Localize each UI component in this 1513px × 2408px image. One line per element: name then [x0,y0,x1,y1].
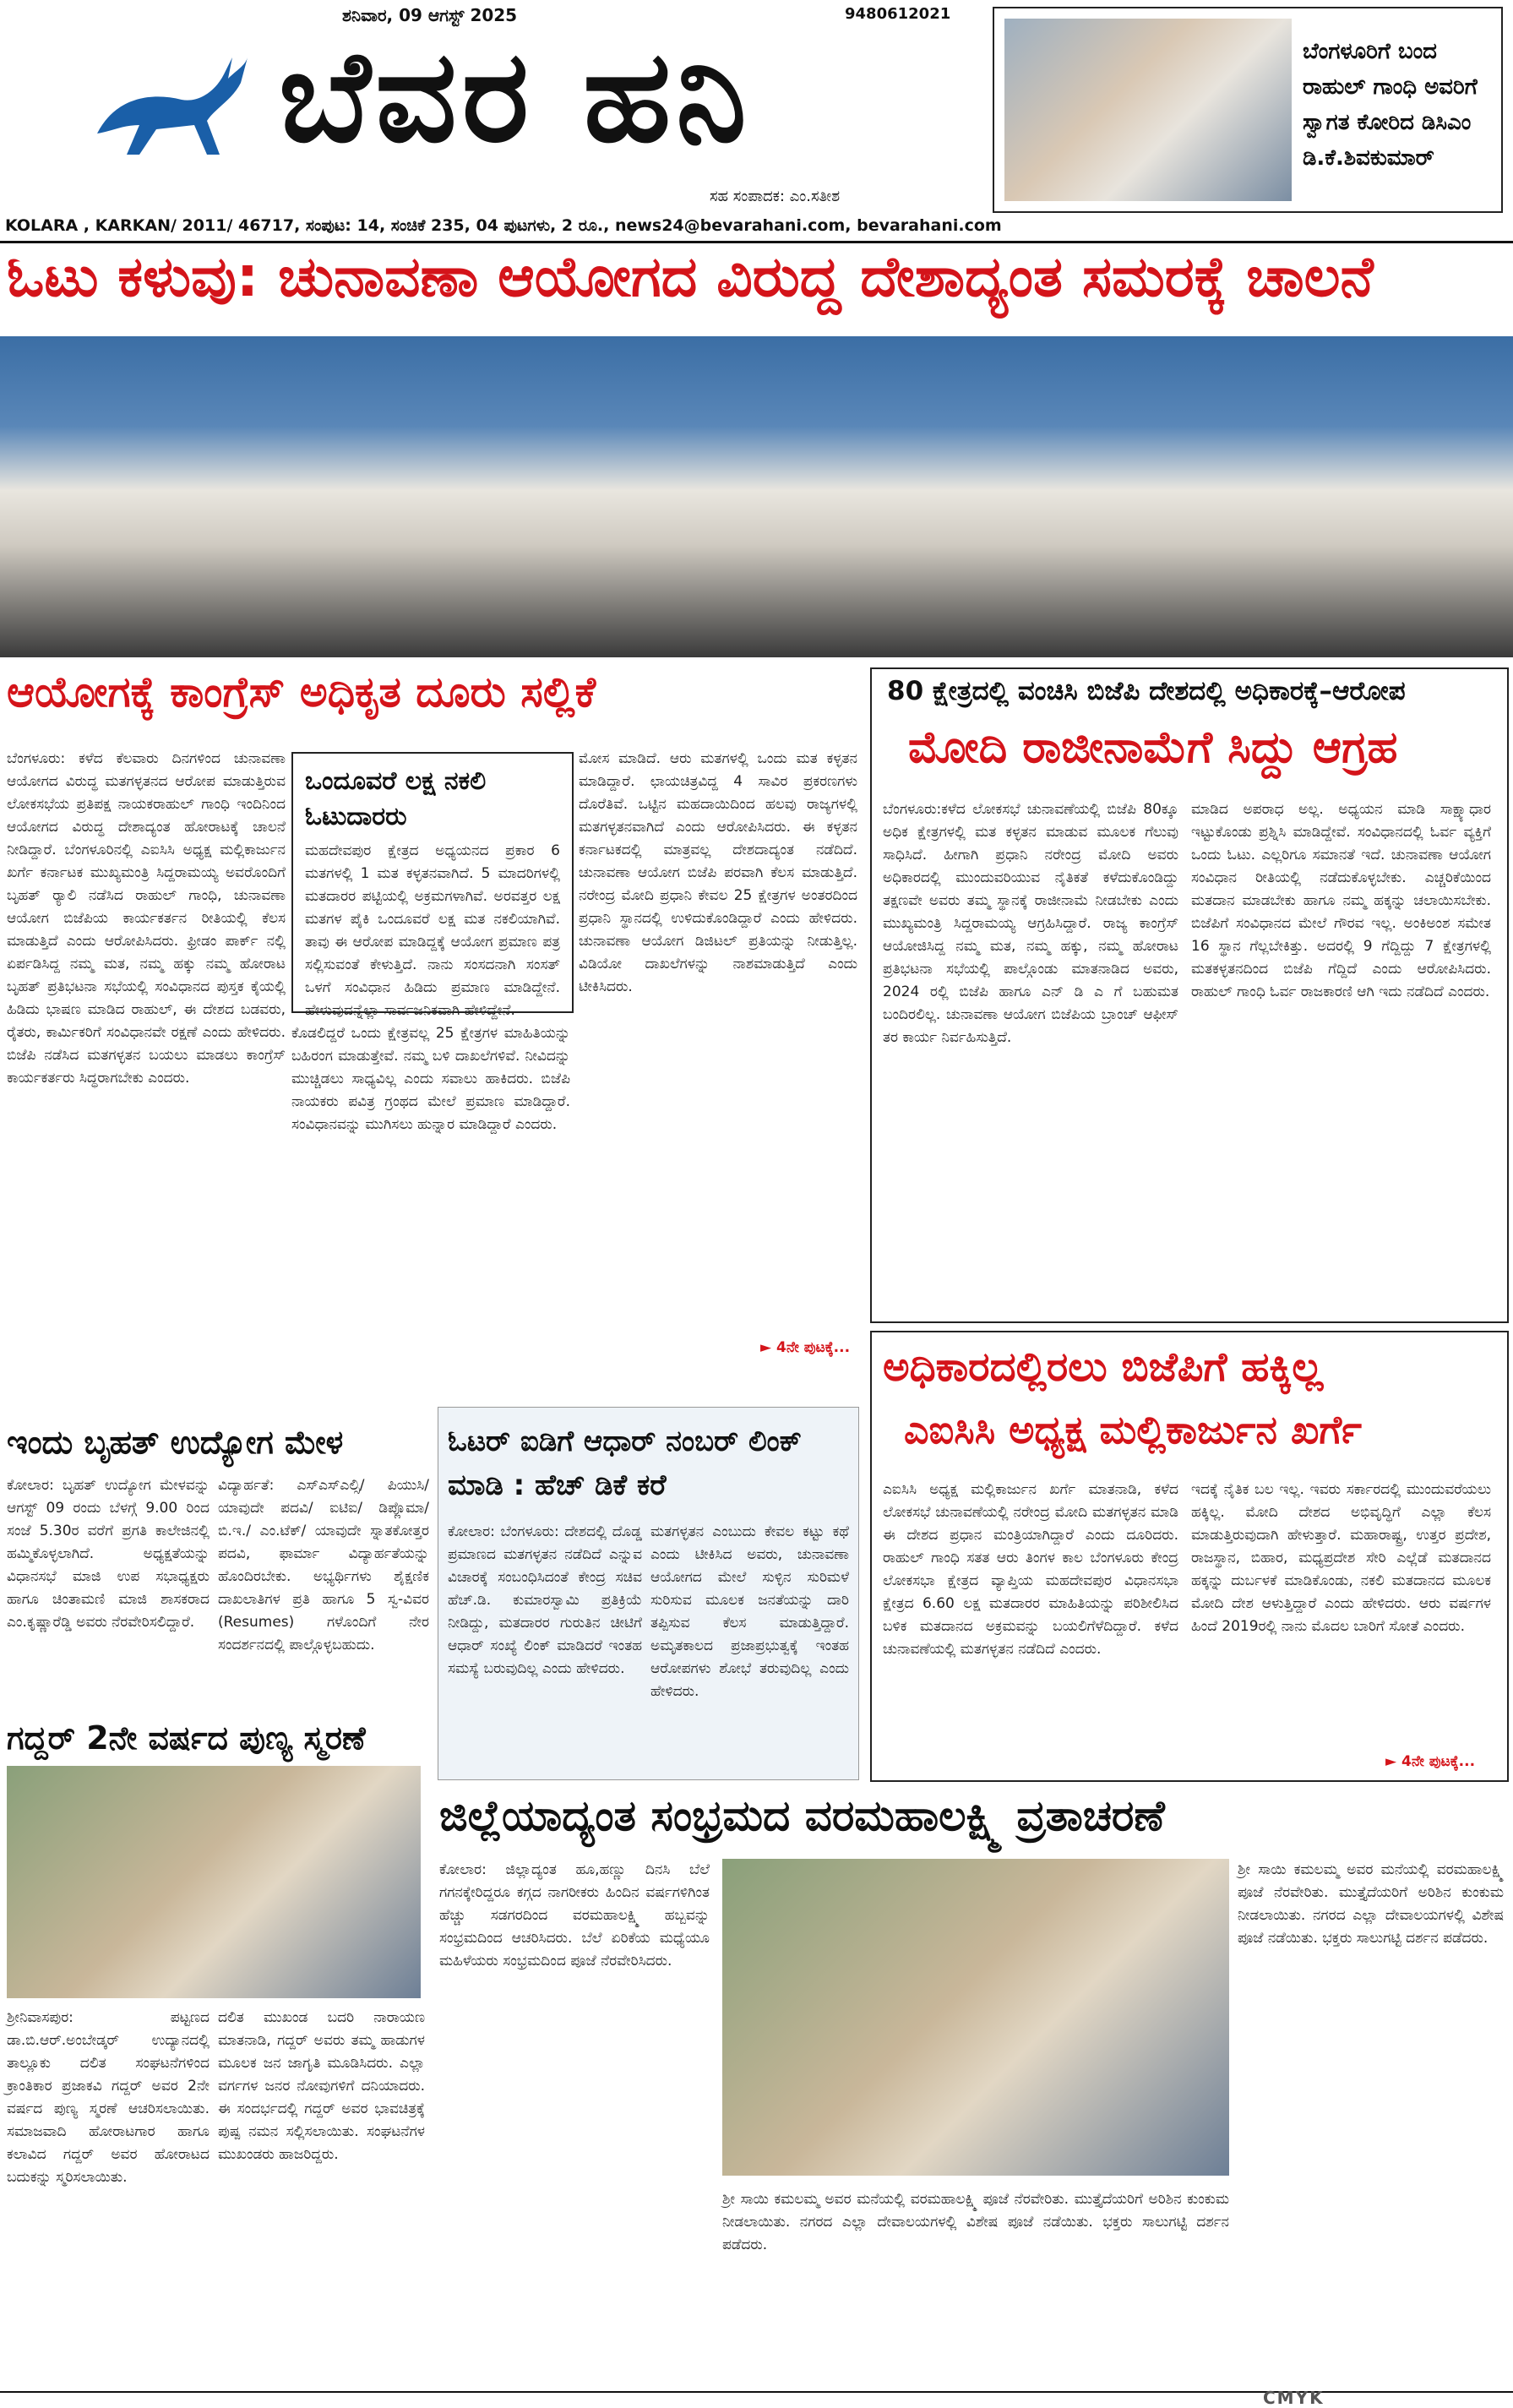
issue-date: ಶನಿವಾರ, 09 ಆಗಸ್ಟ್ 2025 [342,5,518,25]
lead-photo [0,336,1513,657]
story6-headline[interactable]: ಗದ್ದರ್ 2ನೇ ವರ್ಷದ ಪುಣ್ಯ ಸ್ಮರಣೆ [7,1719,366,1757]
story1-col3: ಮೋಸ ಮಾಡಿದೆ. ಆರು ಮತಗಳಲ್ಲಿ ಒಂದು ಮತ ಕಳ್ಳತನ ಮಾಡಿದ್ದಾರೆ. ಛಾಯಚಿತ್ರವಿದ್ದ 4 ಸಾವಿರ ಪ್ರಕರಣಗಳು ದೊರೆತಿವೆ. ಒಟ್ಟಿನ ಮಹದಾಯಿದಿಂದ ಹಲವು ರಾಜ್ಯಗಳಲ್ಲಿ ಮತಗಳ್ಳತನವಾಗಿದೆ ಎಂದು ಆರೋಪಿಸಿದರು. ಈ ಕಳ್ಳತನ ಕರ್ನಾಟಕದಲ್ಲಿ ಮಾತ್ರವಲ್ಲ ದೇಶದಾದ್ಯಂತ ನಡೆದಿದೆ. ಚುನಾವಣಾ ಆಯೋಗ ಬಿಜೆಪಿ ಪರವಾಗಿ ಕೆಲಸ ಮಾಡುತ್ತಿದೆ. ನರೇಂದ್ರ ಮೋದಿ ಪ್ರಧಾನಿ ಕೇವಲ 25 ಕ್ಷೇತ್ರಗಳ ಅಂತರದಿಂದ ಪ್ರಧಾನಿ ಸ್ಥಾನದಲ್ಲಿ ಉಳಿದುಕೊಂಡಿದ್ದಾರೆ ಎಂದು ಹೇಳಿದರು. ಚುನಾವಣಾ ಆಯೋಗ ಡಿಜಿಟಲ್ ಪ್ರತಿಯನ್ನು ನೀಡುತ್ತಿಲ್ಲ. ವಿಡಿಯೋ ದಾಖಲೆಗಳನ್ನು ನಾಶಮಾಡುತ್ತಿದೆ ಎಂದು ಟೀಕಿಸಿದರು. [579,750,857,995]
newspaper-title: ಬೆವರ ಹನಿ [279,24,752,171]
lead-headline[interactable]: ಓಟು ಕಳುವು: ಚುನಾವಣಾ ಆಯೋಗದ ವಿರುದ್ದ ದೇಶಾದ್ಯಂತ ಸಮರಕ್ಕೆ ಚಾಲನೆ [7,244,1374,309]
sidebar-title: ಒಂದೂವರೆ ಲಕ್ಷ ನಕಲಿ ಓಟುದಾರರು [305,766,487,831]
story2-kicker: 80 ಕ್ಷೇತ್ರದಲ್ಲಿ ವಂಚಿಸಿ ಬಿಜೆಪಿ ದೇಶದಲ್ಲಿ ಅಧಿಕಾರಕ್ಕೆ–ಆರೋಪ [887,676,1406,706]
sidebar-box [291,752,574,1019]
story4-headline[interactable]: ಇಂದು ಬೃಹತ್ ಉದ್ಯೋಗ ಮೇಳ [7,1424,344,1461]
story3-headline[interactable]: ಅಧಿಕಾರದಲ್ಲಿರಲು ಬಿಜೆಪಿಗೆ ಹಕ್ಕಿಲ್ಲ [883,1343,1324,1391]
story1-headline[interactable]: ಆಯೋಗಕ್ಕೆ ಕಾಂಗ್ರೆಸ್ ಅಧಿಕೃತ ದೂರು ಸಲ್ಲಿಕೆ [7,667,596,716]
divider [0,241,1513,243]
story1-col2: ಕೊಡಲಿದ್ದರೆ ಒಂದು ಕ್ಷೇತ್ರವಲ್ಲ 25 ಕ್ಷೇತ್ರಗಳ ಮಾಹಿತಿಯನ್ನು ಬಹಿರಂಗ ಮಾಡುತ್ತೇವೆ. ನಮ್ಮ ಬಳಿ ದಾಖಲೆಗಳಿವೆ. ನೀವಿದನ್ನು ಮುಚ್ಚಿಡಲು ಸಾಧ್ಯವಿಲ್ಲ ಎಂದು ಸವಾಲು ಹಾಕಿದರು. ಬಿಜೆಪಿ ನಾಯಕರು ಪವಿತ್ರ ಗ್ರಂಥದ ಮೇಲೆ ಪ್ರಮಾಣ ಮಾಡಿದ್ದಾರೆ. ಸಂವಿಧಾನವನ್ನು ಮುಗಿಸಲು ಹುನ್ನಾರ ಮಾಡಿದ್ದಾರೆ ಎಂದರು. [291,1025,570,1133]
story7-col3: ಶ್ರೀ ಸಾಯಿ ಕಮಲಮ್ಮ ಅವರ ಮನೆಯಲ್ಲಿ ವರಮಹಾಲಕ್ಷ್ಮಿ ಪೂಜೆ ನೆರವೇರಿತು. ಮುತ್ತೈದೆಯರಿಗೆ ಅರಿಶಿನ ಕುಂಕುಮ ನೀಡಲಾಯಿತು. ನಗರದ ಎಲ್ಲಾ ದೇವಾಲಯಗಳಲ್ಲಿ ವಿಶೇಷ ಪೂಜೆ ನಡೆಯಿತು. ಭಕ್ತರು ಸಾಲುಗಟ್ಟಿ ದರ್ಶನ ಪಡೆದರು. [1238,1861,1504,1947]
story4-col1: ಕೋಲಾರ: ಬೃಹತ್ ಉದ್ಯೋಗ ಮೇಳವನ್ನು ಆಗಸ್ಟ್ 09 ರಂದು ಬೆಳಗ್ಗೆ 9.00 ರಿಂದ ಸಂಜೆ 5.30ರ ವರೆಗೆ ಪ್ರಗತಿ ಕಾಲೇಜಿನಲ್ಲಿ ಹಮ್ಮಿಕೊಳ್ಳಲಾಗಿದೆ. ಅಧ್ಯಕ್ಷತೆಯನ್ನು ವಿಧಾನಸಭೆ ಮಾಜಿ ಉಪ ಸಭಾಧ್ಯಕ್ಷರು ಹಾಗೂ ಚಿಂತಾಮಣಿ ಮಾಜಿ ಶಾಸಕರಾದ ಎಂ.ಕೃಷ್ಣಾರೆಡ್ಡಿ ಅವರು ನೆರವೇರಿಸಲಿದ್ದಾರೆ. [7,1477,210,1631]
story7-photo [722,1859,1229,2176]
phone-number: 9480612021 [845,5,951,23]
story2-headline[interactable]: ಮೋದಿ ರಾಜೀನಾಮೆಗೆ ಸಿದ್ದು ಆಗ್ರಹ [908,722,1398,773]
story1-col1: ಬೆಂಗಳೂರು: ಕಳೆದ ಕೆಲವಾರು ದಿನಗಳಿಂದ ಚುನಾವಣಾ ಆಯೋಗದ ವಿರುದ್ಧ ಮತಗಳ್ಳತನದ ಆರೋಪ ಮಾಡುತ್ತಿರುವ ಲೋಕಸಭೆಯ ಪ್ರತಿಪಕ್ಷ ನಾಯಕರಾಹುಲ್ ಗಾಂಧಿ ಇಂದಿನಿಂದ ಆಯೋಗದ ವಿರುದ್ಧ ದೇಶಾದ್ಯಂತ ಹೋರಾಟಕ್ಕೆ ಚಾಲನೆ ನೀಡಿದ್ದಾರೆ. ಬೆಂಗಳೂರಿನಲ್ಲಿ ಎಐಸಿಸಿ ಅಧ್ಯಕ್ಷ ಮಲ್ಲಿಕಾರ್ಜುನ ಖರ್ಗೆ ಕರ್ನಾಟಕ ಮುಖ್ಯಮಂತ್ರಿ ಸಿದ್ದರಾಮಯ್ಯ ಅವರೊಂದಿಗೆ ಬೃಹತ್ ರ‍್ಯಾಲಿ ನಡೆಸಿದ ರಾಹುಲ್ ಗಾಂಧಿ, ಚುನಾವಣಾ ಆಯೋಗ ಬಿಜೆಪಿಯ ಕಾರ್ಯಕರ್ತನ ರೀತಿಯಲ್ಲಿ ಕೆಲಸ ಮಾಡುತ್ತಿದೆ ಎಂದು ಆರೋಪಿಸಿದರು. ಫ್ರೀಡಂ ಪಾರ್ಕ್ ನಲ್ಲಿ ಏರ್ಪಡಿಸಿದ್ದ ನಮ್ಮ ಮತ, ನಮ್ಮ ಹಕ್ಕು ನಮ್ಮ ಹೋರಾಟ ಬೃಹತ್ ಪ್ರತಿಭಟನಾ ಸಭೆಯಲ್ಲಿ ಸಂವಿಧಾನದ ಪುಸ್ತಕ ಕೈಯಲ್ಲಿ ಹಿಡಿದು ಭಾಷಣ ಮಾಡಿದ ರಾಹುಲ್, ಈ ದೇಶದ ಬಡವರು, ರೈತರು, ಕಾರ್ಮಿಕರಿಗೆ ಸಂವಿಧಾನವೇ ರಕ್ಷಣೆ ಎಂದು ಹೇಳಿದರು. ಬಿಜೆಪಿ ನಡೆಸಿದ ಮತಗಳ್ಳತನ ಬಯಲು ಮಾಡಲು ಕಾಂಗ್ರೆಸ್ ಕಾರ್ಯಕರ್ತರು ಸಿದ್ಧರಾಗಬೇಕು ಎಂದರು. [7,750,286,1087]
story2-col2: ಮಾಡಿದ ಅಪರಾಧ ಅಲ್ಲ. ಅಧ್ಯಯನ ಮಾಡಿ ಸಾಕ್ಷ್ಯಾಧಾರ ಇಟ್ಟುಕೊಂಡು ಪ್ರಶ್ನಿಸಿ ಮಾಡಿದ್ದೇವೆ. ಸಂವಿಧಾನದಲ್ಲಿ ಓರ್ವ ವ್ಯಕ್ತಿಗೆ ಒಂದು ಓಟು. ಎಲ್ಲರಿಗೂ ಸಮಾನತೆ ಇದೆ. ಚುನಾವಣಾ ಆಯೋಗ ಸಂವಿಧಾನ ರೀತಿಯಲ್ಲಿ ನಡೆದುಕೊಳ್ಳಬೇಕು. ಎಚ್ಚರಿಕೆಯಿಂದ ಮತದಾನ ಮಾಡಬೇಕು ಹಾಗೂ ನಮ್ಮ ಹಕ್ಕನ್ನು ಚಲಾಯಿಸಬೇಕು. ಬಿಜೆಪಿಗೆ ಸಂವಿಧಾನದ ಮೇಲೆ ಗೌರವ ಇಲ್ಲ. ಅಂಕಿಅಂಶ ಸಮೇತ 16 ಸ್ಥಾನ ಗೆಲ್ಲಬೇಕಿತ್ತು. ಅದರಲ್ಲಿ 9 ಗೆದ್ದಿದ್ದು 7 ಕ್ಷೇತ್ರಗಳಲ್ಲಿ ಮತಕಳ್ಳತನದಿಂದ ಬಿಜೆಪಿ ಗೆದ್ದಿದೆ ಎಂದು ಆರೋಪಿಸಿದರು. ರಾಹುಲ್ ಗಾಂಧಿ ಓರ್ವ ರಾಜಕಾರಣಿ ಆಗಿ ಇದು ನಡೆದಿದೆ ಎಂದರು. [1191,801,1491,1000]
story7-col1: ಕೋಲಾರ: ಜಿಲ್ಲಾದ್ಯಂತ ಹೂ,ಹಣ್ಣು ದಿನಸಿ ಬೆಲೆ ಗಗನಕ್ಕೇರಿದ್ದರೂ ಕಗ್ಗದ ನಾಗರೀಕರು ಹಿಂದಿನ ವರ್ಷಗಳಿಗಿಂತ ಹೆಚ್ಚು ಸಡಗರದಿಂದ ವರಮಹಾಲಕ್ಷ್ಮಿ ಹಬ್ಬವನ್ನು ಸಂಭ್ರಮದಿಂದ ಆಚರಿಸಿದರು. ಬೆಲೆ ಏರಿಕೆಯ ಮಧ್ಯೆಯೂ ಮಹಿಳೆಯರು ಸಂಭ್ರಮದಿಂದ ಪೂಜೆ ನೆರವೇರಿಸಿದರು. [439,1861,710,1969]
story7-col2: ಶ್ರೀ ಸಾಯಿ ಕಮಲಮ್ಮ ಅವರ ಮನೆಯಲ್ಲಿ ವರಮಹಾಲಕ್ಷ್ಮಿ ಪೂಜೆ ನೆರವೇರಿತು. ಮುತ್ತೈದೆಯರಿಗೆ ಅರಿಶಿನ ಕುಂಕುಮ ನೀಡಲಾಯಿತು. ನಗರದ ಎಲ್ಲಾ ದೇವಾಲಯಗಳಲ್ಲಿ ವಿಶೇಷ ಪೂಜೆ ನಡೆಯಿತು. ಭಕ್ತರು ಸಾಲುಗಟ್ಟಿ ದರ್ಶನ ಪಡೆದರು. [722,2191,1229,2253]
continued-link[interactable]: ► 4ನೇ ಪುಟಕ್ಕೆ... [760,1339,851,1356]
continued-link[interactable]: ► 4ನೇ ಪುಟಕ್ಕೆ... [1385,1753,1476,1770]
story6-col1: ಶ್ರೀನಿವಾಸಪುರ: ಪಟ್ಟಣದ ಡಾ.ಬಿ.ಆರ್.ಅಂಬೇಡ್ಕರ್ ಉದ್ಯಾನದಲ್ಲಿ ತಾಲ್ಲೂಕು ದಲಿತ ಸಂಘಟನೆಗಳಿಂದ ಕ್ರಾಂತಿಕಾರ ಪ್ರಜಾಕವಿ ಗದ್ದರ್ ಅವರ 2ನೇ ವರ್ಷದ ಪುಣ್ಯ ಸ್ಮರಣೆ ಆಚರಿಸಲಾಯಿತು. ಸಮಾಜವಾದಿ ಹೋರಾಟಗಾರ ಹಾಗೂ ಕಲಾವಿದ ಗದ್ದರ್ ಅವರ ಹೋರಾಟದ ಬದುಕನ್ನು ಸ್ಮರಿಸಲಾಯಿತು. [7,2009,210,2186]
publication-meta: KOLARA , KARKAN/ 2011/ 46717, ಸಂಪುಟ: 14, ಸಂಚಿಕೆ 235, 04 ಪುಟಗಳು, 2 ರೂ., news24@bevarahani.com, bevarahani.com [5,216,1002,235]
story4-col2: ವಿದ್ಯಾರ್ಹತೆ: ಎಸ್ಎಸ್ಎಲ್ಸಿ/ ಪಿಯುಸಿ/ ಯಾವುದೇ ಪದವಿ/ ಐಟಿಐ/ ಡಿಪ್ಲೊಮಾ/ ಬಿ.ಇ./ ಎಂ.ಟೆಕ್/ ಯಾವುದೇ ಸ್ನಾತಕೋತ್ತರ ಪದವಿ, ಫಾರ್ಮಾ ವಿದ್ಯಾರ್ಹತೆಯನ್ನು ಹೊಂದಿರಬೇಕು. ಅಭ್ಯರ್ಥಿಗಳು ಶೈಕ್ಷಣಿಕ ದಾಖಲಾತಿಗಳ ಪ್ರತಿ ಹಾಗೂ 5 ಸ್ವ-ವಿವರ (Resumes) ಗಳೊಂದಿಗೆ ನೇರ ಸಂದರ್ಶನದಲ್ಲಿ ಪಾಲ್ಗೊಳ್ಳಬಹುದು. [218,1477,429,1653]
teaser-caption: ಬೆಂಗಳೂರಿಗೆ ಬಂದ ರಾಹುಲ್ ಗಾಂಧಿ ಅವರಿಗೆ ಸ್ವಾಗತ ಕೋರಿದ ಡಿಸಿಎಂ ಡಿ.ಕೆ.ಶಿವಕುಮಾರ್ [1303,39,1478,171]
sidebar-body: ಮಹದೇವಪುರ ಕ್ಷೇತ್ರದ ಅಧ್ಯಯನದ ಪ್ರಕಾರ 6 ಮತಗಳಲ್ಲಿ 1 ಮತ ಕಳ್ಳತನವಾಗಿದೆ. 5 ಮಾದರಿಗಳಲ್ಲಿ ಮತದಾರರ ಪಟ್ಟಿಯಲ್ಲಿ ಅಕ್ರಮಗಳಾಗಿವೆ. ಅರವತ್ತರ ಲಕ್ಷ ಮತಗಳ ಪೈಕಿ ಒಂದೂವರೆ ಲಕ್ಷ ಮತ ನಕಲಿಯಾಗಿವೆ. ತಾವು ಈ ಆರೋಪ ಮಾಡಿದ್ದಕ್ಕೆ ಆಯೋಗ ಪ್ರಮಾಣ ಪತ್ರ ಸಲ್ಲಿಸುವಂತೆ ಕೇಳುತ್ತಿದೆ. ನಾನು ಸಂಸದನಾಗಿ ಸಂಸತ್ ಒಳಗೆ ಸಂವಿಧಾನ ಹಿಡಿದು ಪ್ರಮಾಣ ಮಾಡಿದ್ದೇನೆ. ಹೇಳುವುದನ್ನೆಲ್ಲಾ ಸಾರ್ವಜನಿಕವಾಗಿ ಹೇಳಿದ್ದೇನೆ. [305,842,560,1019]
story5-col2: ಮತಗಳ್ಳತನ ಎಂಬುದು ಕೇವಲ ಕಟ್ಟು ಕಥೆ ಎಂದು ಟೀಕಿಸಿದ ಅವರು, ಚುನಾವಣಾ ಆಯೋಗದ ಮೇಲೆ ಸುಳ್ಳಿನ ಸುರಿಮಳೆ ಸುರಿಸುವ ಮೂಲಕ ಜನತೆಯನ್ನು ದಾರಿ ತಪ್ಪಿಸುವ ಕೆಲಸ ಮಾಡುತ್ತಿದ್ದಾರೆ. ಅಮೃತಕಾಲದ ಪ್ರಜಾಪ್ರಭುತ್ವಕ್ಕೆ ಇಂತಹ ಆರೋಪಗಳು ಶೋಭೆ ತರುವುದಿಲ್ಲ ಎಂದು ಹೇಳಿದರು. [650,1523,849,1700]
editor-line: ಸಹ ಸಂಪಾದಕ: ಎಂ.ಸತೀಶ [710,188,841,205]
story2-col1: ಬೆಂಗಳೂರು:ಕಳೆದ ಲೋಕಸಭೆ ಚುನಾವಣೆಯಲ್ಲಿ ಬಿಜೆಪಿ 80ಕ್ಕೂ ಅಧಿಕ ಕ್ಷೇತ್ರಗಳಲ್ಲಿ ಮತ ಕಳ್ಳತನ ಮಾಡುವ ಮೂಲಕ ಗೆಲುವು ಸಾಧಿಸಿದೆ. ಹೀಗಾಗಿ ಪ್ರಧಾನಿ ನರೇಂದ್ರ ಮೋದಿ ಅವರು ಅಧಿಕಾರದಲ್ಲಿ ಮುಂದುವರಿಯುವ ನೈತಿಕತೆ ಕಳೆದುಕೊಂಡಿದ್ದು ತಕ್ಷಣವೇ ಅವರು ತಮ್ಮ ಸ್ಥಾನಕ್ಕೆ ರಾಜೀನಾಮೆ ನೀಡಬೇಕು ಎಂದು ಮುಖ್ಯಮಂತ್ರಿ ಸಿದ್ದರಾಮಯ್ಯ ಆಗ್ರಹಿಸಿದ್ದಾರೆ. ರಾಜ್ಯ ಕಾಂಗ್ರೆಸ್ ಆಯೋಜಿಸಿದ್ದ ನಮ್ಮ ಮತ, ನಮ್ಮ ಹಕ್ಕು, ನಮ್ಮ ಹೋರಾಟ ಪ್ರತಿಭಟನಾ ಸಭೆಯಲ್ಲಿ ಪಾಲ್ಗೊಂಡು ಮಾತನಾಡಿದ ಅವರು, 2024 ರಲ್ಲಿ ಬಿಜೆಪಿ ಹಾಗೂ ಎನ್ ಡಿ ಎ ಗೆ ಬಹುಮತ ಬಂದಿರಲಿಲ್ಲ. ಚುನಾವಣಾ ಆಯೋಗ ಬಿಜೆಪಿಯ ಬ್ರಾಂಚ್ ಆಫೀಸ್ ತರ ಕಾರ್ಯ ನಿರ್ವಹಿಸುತ್ತಿದೆ. [883,801,1178,1046]
story5-col1: ಕೋಲಾರ: ಬೆಂಗಳೂರು: ದೇಶದಲ್ಲಿ ದೊಡ್ಡ ಪ್ರಮಾಣದ ಮತಗಳ್ಳತನ ನಡೆದಿದೆ ಎನ್ನುವ ವಿಚಾರಕ್ಕೆ ಸಂಬಂಧಿಸಿದಂತೆ ಕೇಂದ್ರ ಸಚಿವ ಹೆಚ್.ಡಿ. ಕುಮಾರಸ್ವಾಮಿ ಪ್ರತಿಕ್ರಿಯೆ ನೀಡಿದ್ದು, ಮತದಾರರ ಗುರುತಿನ ಚೀಟಿಗೆ ಆಧಾರ್ ಸಂಖ್ಯೆ ಲಿಂಕ್ ಮಾಡಿದರೆ ಇಂತಹ ಸಮಸ್ಯೆ ಬರುವುದಿಲ್ಲ ಎಂದು ಹೇಳಿದರು. [448,1523,642,1677]
teaser-box[interactable] [993,7,1503,213]
story3-col2: ಇದಕ್ಕೆ ನೈತಿಕ ಬಲ ಇಲ್ಲ. ಇವರು ಸರ್ಕಾರದಲ್ಲಿ ಮುಂದುವರೆಯಲು ಹಕ್ಕಿಲ್ಲ. ಮೋದಿ ದೇಶದ ಅಭಿವೃದ್ಧಿಗೆ ಎಲ್ಲಾ ಕೆಲಸ ಮಾಡುತ್ತಿರುವುದಾಗಿ ಹೇಳುತ್ತಾರೆ. ಮಹಾರಾಷ್ಟ್ರ, ಉತ್ತರ ಪ್ರದೇಶ, ರಾಜಸ್ಥಾನ, ಬಿಹಾರ, ಮಧ್ಯಪ್ರದೇಶ ಸೇರಿ ಎಲ್ಲೆಡೆ ಮತದಾನದ ಹಕ್ಕನ್ನು ದುರ್ಬಳಕೆ ಮಾಡಿಕೊಂಡು, ನಕಲಿ ಮತದಾನದ ಮೂಲಕ ಮೋದಿ ದೇಶ ಆಳುತ್ತಿದ್ದಾರೆ ಎಂದು ಹೇಳಿದರು. ಆರು ವರ್ಷಗಳ ಹಿಂದೆ 2019ರಲ್ಲಿ ನಾನು ಮೊದಲ ಬಾರಿಗೆ ಸೋತೆ ಎಂದರು. [1191,1481,1491,1635]
story5-headline[interactable]: ಓಟರ್ ಐಡಿಗೆ ಆಧಾರ್ ನಂಬರ್ ಲಿಂಕ್ ಮಾಡಿ : ಹೆಚ್ ಡಿಕೆ ಕರೆ [448,1425,803,1502]
deer-logo-icon [80,41,249,159]
teaser-photo [1004,19,1292,201]
story3-col1: ಎಐಸಿಸಿ ಅಧ್ಯಕ್ಷ ಮಲ್ಲಿಕಾರ್ಜುನ ಖರ್ಗೆ ಮಾತನಾಡಿ, ಕಳೆದ ಲೋಕಸಭೆ ಚುನಾವಣೆಯಲ್ಲಿ ನರೇಂದ್ರ ಮೋದಿ ಮತಗಳ್ಳತನ ಮಾಡಿ ಈ ದೇಶದ ಪ್ರಧಾನ ಮಂತ್ರಿಯಾಗಿದ್ದಾರೆ ಎಂದು ದೂರಿದರು. ರಾಹುಲ್ ಗಾಂಧಿ ಸತತ ಆರು ತಿಂಗಳ ಕಾಲ ಬೆಂಗಳೂರು ಕೇಂದ್ರ ಲೋಕಸಭಾ ಕ್ಷೇತ್ರದ ವ್ಯಾಪ್ತಿಯ ಮಹದೇವಪುರ ವಿಧಾನಸಭಾ ಕ್ಷೇತ್ರದ 6.60 ಲಕ್ಷ ಮತದಾರರ ಮಾಹಿತಿಯನ್ನು ಪರಿಶೀಲಿಸಿದ ಬಳಿಕ ಮತದಾನದ ಅಕ್ರಮವನ್ನು ಬಯಲಿಗೆಳೆದಿದ್ದಾರೆ. ಕಳೆದ ಚುನಾವಣೆಯಲ್ಲಿ ಮತಗಳ್ಳತನ ನಡೆದಿದೆ ಎಂದರು. [883,1481,1178,1658]
story6-col2: ದಲಿತ ಮುಖಂಡ ಬದರಿ ನಾರಾಯಣ ಮಾತನಾಡಿ, ಗದ್ದರ್ ಅವರು ತಮ್ಮ ಹಾಡುಗಳ ಮೂಲಕ ಜನ ಜಾಗೃತಿ ಮೂಡಿಸಿದರು. ಎಲ್ಲಾ ವರ್ಗಗಳ ಜನರ ನೋವುಗಳಿಗೆ ದನಿಯಾದರು. ಈ ಸಂದರ್ಭದಲ್ಲಿ ಗದ್ದರ್ ಅವರ ಭಾವಚಿತ್ರಕ್ಕೆ ಪುಷ್ಪ ನಮನ ಸಲ್ಲಿಸಲಾಯಿತು. ಸಂಘಟನೆಗಳ ಮುಖಂಡರು ಹಾಜರಿದ್ದರು. [218,2009,425,2163]
story3-headline2[interactable]: ಎಐಸಿಸಿ ಅಧ್ಯಕ್ಷ ಮಲ್ಲಿಕಾರ್ಜುನ ಖರ್ಗೆ [904,1407,1362,1452]
cmyk-mark: CMYK [1263,2388,1325,2408]
story6-photo [7,1766,421,1998]
story7-headline[interactable]: ಜಿಲ್ಲೆಯಾದ್ಯಂತ ಸಂಭ್ರಮದ ವರಮಹಾಲಕ್ಷ್ಮಿ ವ್ರತಾಚರಣೆ [439,1791,1165,1840]
